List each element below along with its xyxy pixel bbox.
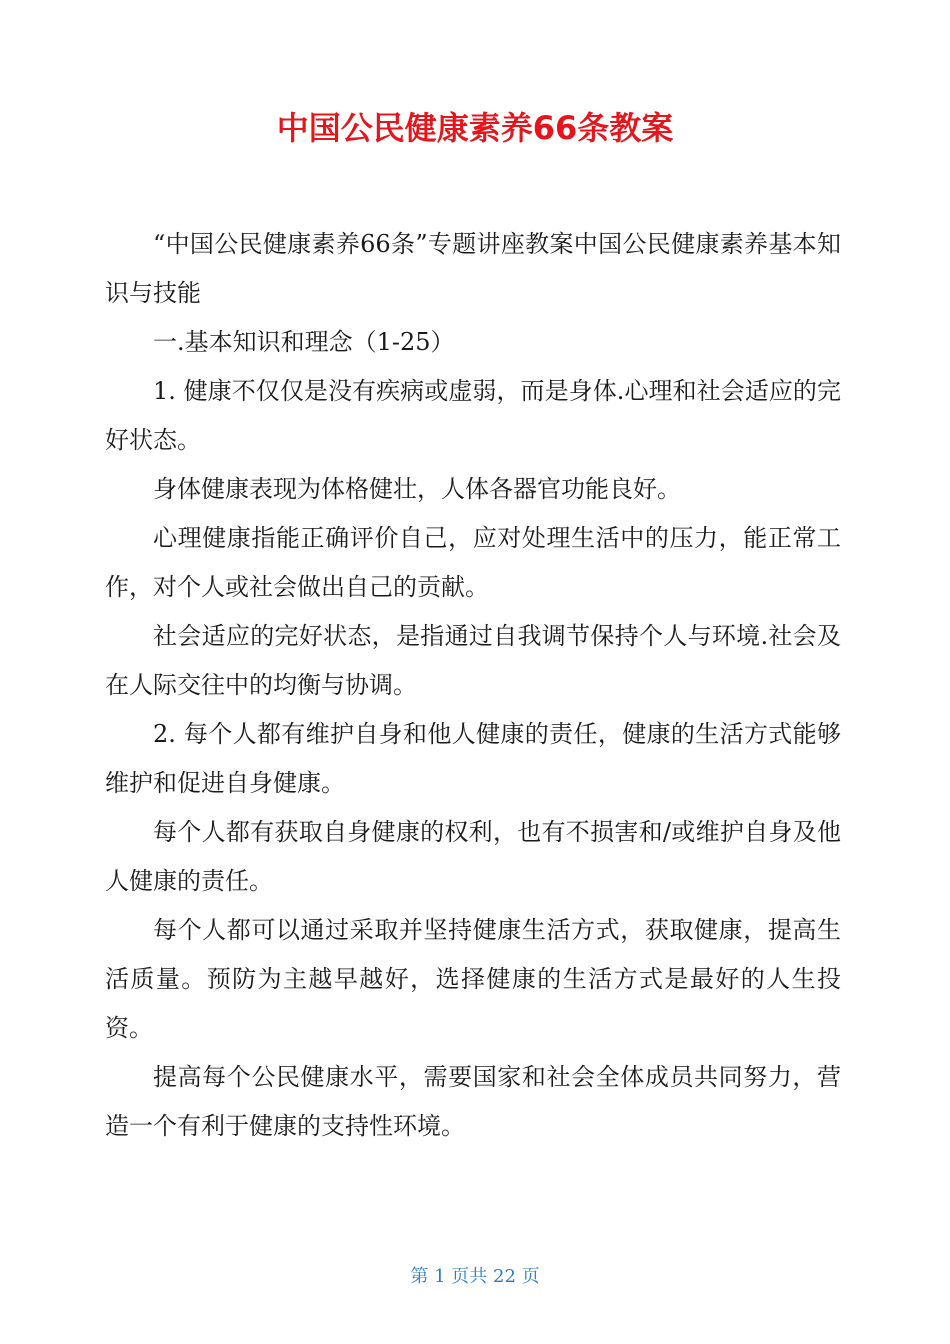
paragraph-social-adaptation: 社会适应的完好状态，是指通过自我调节保持个人与环境.社会及在人际交往中的均衡与协调。	[105, 622, 841, 699]
paragraph-health-rights: 每个人都有获取自身健康的权利，也有不损害和/或维护自身及他人健康的责任。	[105, 818, 841, 895]
paragraph-item-1: 1. 健康不仅仅是没有疾病或虚弱，而是身体.心理和社会适应的完好状态。	[105, 377, 841, 454]
document-title: 中国公民健康素养66条教案	[276, 109, 674, 147]
section-heading: 一.基本知识和理念（1-25）	[153, 328, 455, 356]
paragraph-mental-health: 心理健康指能正确评价自己，应对处理生活中的压力，能正常工作，对个人或社会做出自己的贡献。	[105, 524, 841, 601]
paragraph-item-2: 2. 每个人都有维护自身和他人健康的责任，健康的生活方式能够维护和促进自身健康。	[105, 720, 841, 797]
document-body	[105, 220, 841, 1151]
paragraph-supportive-environment: 提高每个公民健康水平，需要国家和社会全体成员共同努力，营造一个有利于健康的支持性环境。	[105, 1063, 841, 1140]
paragraph-intro: “中国公民健康素养66条”专题讲座教案中国公民健康素养基本知识与技能	[105, 230, 841, 307]
paragraph-healthy-lifestyle: 每个人都可以通过采取并坚持健康生活方式，获取健康，提高生活质量。预防为主越早越好，选择健康的生活方式是最好的人生投资。	[105, 916, 841, 1042]
paragraph-physical-health: 身体健康表现为体格健壮，人体各器官功能良好。	[153, 475, 681, 503]
page-footer: 第 1 页共 22 页	[410, 1266, 540, 1287]
